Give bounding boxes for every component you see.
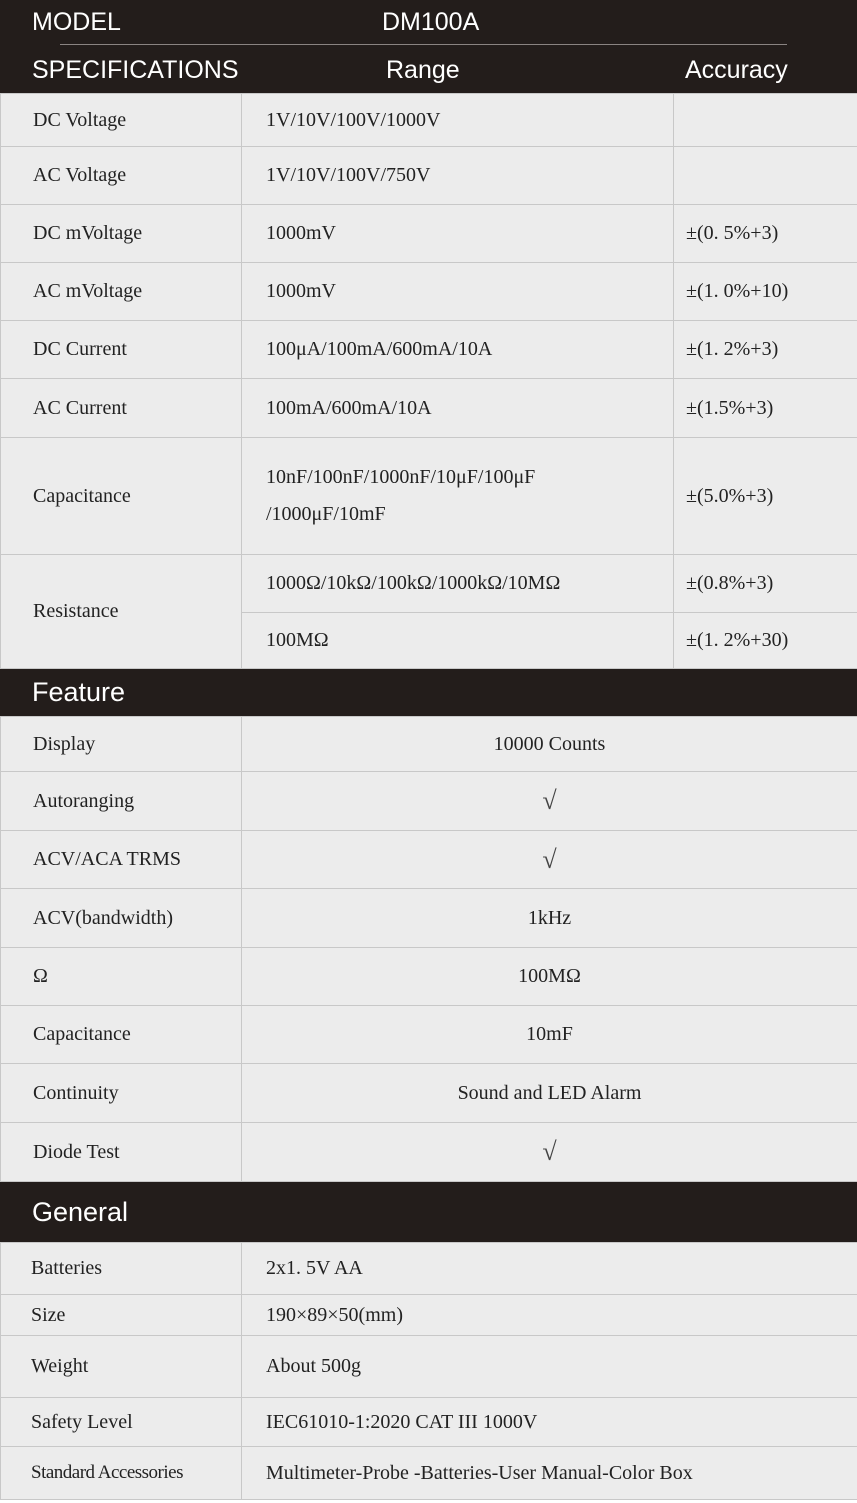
table-row [1, 1336, 857, 1398]
range-line: 10nF/100nF/1000nF/10μF/100μF [266, 466, 536, 488]
spec-range: 100MΩ [242, 613, 674, 669]
spec-range: 100μA/100mA/600mA/10A [242, 321, 674, 379]
table-row [1, 205, 857, 263]
table-row [1, 1123, 857, 1182]
section-title: Feature [32, 677, 126, 707]
feature-name: Diode Test [1, 1123, 242, 1182]
table-row [1, 321, 857, 379]
model-label: MODEL [32, 8, 121, 36]
table-row [1, 948, 857, 1006]
spec-range: 1000Ω/10kΩ/100kΩ/1000kΩ/10MΩ [242, 555, 674, 613]
feature-name: Autoranging [1, 772, 242, 831]
spec-name: AC Current [1, 379, 242, 438]
feature-name: Display [1, 717, 242, 772]
spec-accuracy: ±(0. 5%+3) [674, 205, 857, 263]
table-row [1, 263, 857, 321]
feature-value: 100MΩ [242, 948, 857, 1006]
table-row [1, 1398, 857, 1447]
section-title: General [32, 1196, 129, 1227]
feature-value: 10mF [242, 1006, 857, 1064]
table-row [1, 1064, 857, 1123]
spec-accuracy [674, 94, 857, 147]
table-row [1, 1243, 857, 1295]
general-value: 2x1. 5V AA [242, 1243, 857, 1295]
table-row [1, 379, 857, 438]
feature-name: ACV/ACA TRMS [1, 831, 242, 889]
spec-accuracy: ±(0.8%+3) [674, 555, 857, 613]
general-value: IEC61010-1:2020 CAT III 1000V [242, 1398, 857, 1447]
feature-value: 10000 Counts [242, 717, 857, 772]
feature-name: Capacitance [1, 1006, 242, 1064]
spec-name: DC Current [1, 321, 242, 379]
feature-header [0, 669, 857, 716]
table-row [1, 1006, 857, 1064]
general-table [0, 1242, 857, 1500]
feature-name: ACV(bandwidth) [1, 889, 242, 948]
specs-label: SPECIFICATIONS [32, 56, 239, 84]
spec-name: Resistance [1, 555, 242, 669]
spec-accuracy: ±(1. 2%+30) [674, 613, 857, 669]
general-value: Multimeter-Probe -Batteries-User Manual-Color Box [242, 1447, 857, 1500]
range-line: /1000μF/10mF [266, 503, 386, 525]
table-row [1, 1295, 857, 1336]
spec-accuracy [674, 147, 857, 205]
model-value: DM100A [382, 8, 480, 36]
feature-value: 1kHz [242, 889, 857, 948]
table-row [1, 889, 857, 948]
feature-value: √ [242, 831, 857, 889]
spec-accuracy: ±(1. 0%+10) [674, 263, 857, 321]
spec-accuracy: ±(5.0%+3) [674, 438, 857, 555]
general-name: Safety Level [1, 1398, 242, 1447]
spec-name: DC mVoltage [1, 205, 242, 263]
feature-name: Continuity [1, 1064, 242, 1123]
table-row [1, 438, 857, 555]
spec-accuracy: ±(1.5%+3) [674, 379, 857, 438]
general-name: Weight [1, 1336, 242, 1398]
feature-value: Sound and LED Alarm [242, 1064, 857, 1123]
spec-name: DC Voltage [1, 94, 242, 147]
feature-table [0, 716, 857, 1182]
spec-name: Capacitance [1, 438, 242, 555]
feature-value: √ [242, 1123, 857, 1182]
divider [60, 44, 787, 45]
table-row [1, 772, 857, 831]
general-value: About 500g [242, 1336, 857, 1398]
spec-range: 1000mV [242, 263, 674, 321]
feature-name: Ω [1, 948, 242, 1006]
spec-range: 1V/10V/100V/1000V [242, 94, 674, 147]
table-header [0, 0, 857, 93]
table-row [1, 94, 857, 147]
table-row [1, 717, 857, 772]
spec-name: AC mVoltage [1, 263, 242, 321]
specs-table [0, 93, 857, 669]
general-name: Size [1, 1295, 242, 1336]
table-row [1, 147, 857, 205]
table-row [1, 1447, 857, 1500]
spec-accuracy: ±(1. 2%+3) [674, 321, 857, 379]
spec-name: AC Voltage [1, 147, 242, 205]
spec-range: 100mA/600mA/10A [242, 379, 674, 438]
general-value: 190×89×50(mm) [242, 1295, 857, 1336]
spec-range: 1000mV [242, 205, 674, 263]
spec-range: 1V/10V/100V/750V [242, 147, 674, 205]
general-name: Standard Accessories [1, 1447, 242, 1500]
spec-range [242, 438, 674, 555]
feature-value: √ [242, 772, 857, 831]
general-name: Batteries [1, 1243, 242, 1295]
table-row [1, 555, 857, 613]
accuracy-label: Accuracy [685, 56, 788, 84]
table-row [1, 831, 857, 889]
general-header [0, 1182, 857, 1242]
range-label: Range [386, 56, 460, 84]
